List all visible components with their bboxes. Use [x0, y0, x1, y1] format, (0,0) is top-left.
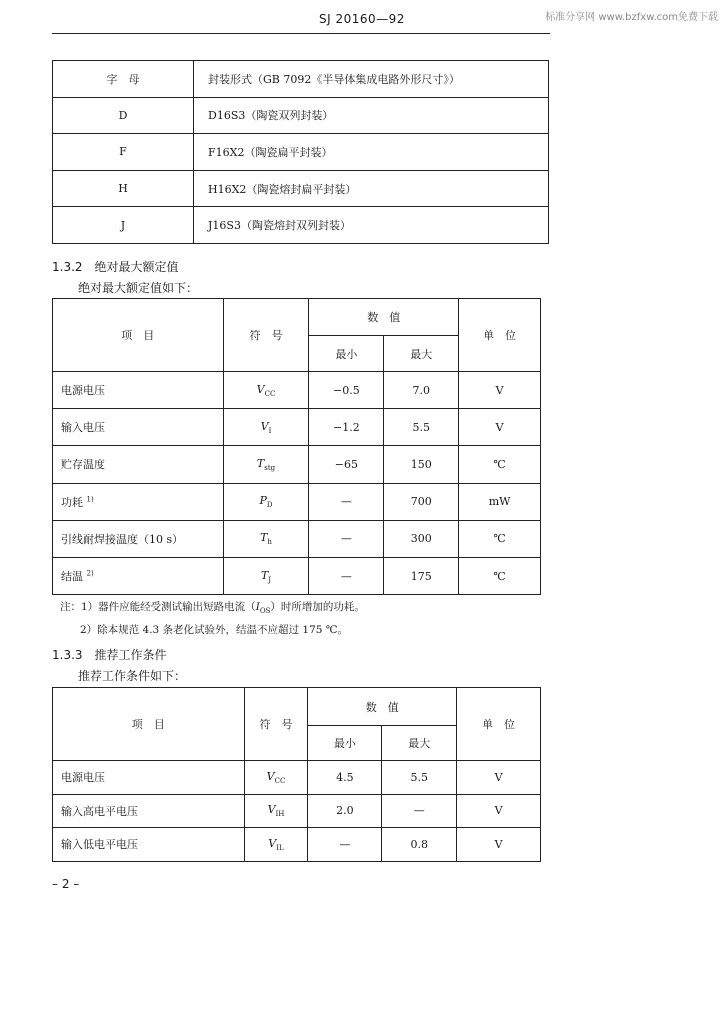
item-label: 输入电压	[61, 421, 105, 435]
header-symbol: 符 号	[223, 299, 309, 372]
min-cell: 4.5	[308, 761, 382, 795]
header-max: 最大	[384, 336, 459, 372]
header-package: 封装形式（GB 7092《半导体集成电路外形尺寸》）	[194, 61, 549, 98]
letter-cell: H	[53, 170, 194, 207]
symbol-letter: P	[259, 494, 267, 508]
note-1-subscript: OS	[259, 607, 271, 615]
symbol-letter: V	[256, 382, 265, 396]
min-cell: —	[309, 520, 384, 557]
section-intro-132: 绝对最大额定值如下：	[78, 281, 199, 295]
min-cell: 2.0	[308, 794, 382, 828]
max-cell: 0.8	[382, 828, 457, 862]
table-header-row	[53, 688, 541, 726]
item-cell	[53, 761, 245, 795]
watermark: 标准分享网 www.bzfxw.com免费下载	[545, 12, 718, 23]
header-item: 项 目	[53, 688, 245, 761]
header-unit: 单 位	[457, 688, 541, 761]
table-row	[53, 207, 549, 244]
table-row	[53, 828, 541, 862]
symbol-letter: V	[266, 769, 275, 783]
min-cell: −65	[309, 446, 384, 483]
symbol-subscript: stg	[264, 463, 276, 472]
max-cell: 5.5	[384, 409, 459, 446]
header-value: 数 值	[308, 688, 457, 726]
table-row	[53, 372, 541, 409]
symbol-cell	[244, 794, 308, 828]
item-cell	[53, 409, 224, 446]
section-intro-133: 推荐工作条件如下：	[78, 669, 187, 683]
table-row	[53, 520, 541, 557]
page-number: – 2 –	[52, 877, 80, 891]
symbol-letter: V	[260, 419, 269, 433]
symbol-subscript: J	[268, 575, 272, 584]
package-cell: H16X2（陶瓷熔封扁平封装）	[194, 170, 549, 207]
table-row	[53, 134, 549, 171]
package-cell: F16X2（陶瓷扁平封装）	[194, 134, 549, 171]
package-cell: J16S3（陶瓷熔封双列封装）	[194, 207, 549, 244]
unit-cell: ℃	[459, 446, 541, 483]
header-value: 数 值	[309, 299, 459, 336]
max-cell: 700	[384, 483, 459, 520]
unit-cell: ℃	[459, 520, 541, 557]
unit-cell: V	[459, 409, 541, 446]
header-item: 项 目	[53, 299, 224, 372]
standard-number: SJ 20160—92	[319, 12, 405, 26]
min-cell: −1.2	[309, 409, 384, 446]
symbol-cell	[223, 520, 309, 557]
note-1-pre: 注：1）器件应能经受测试输出短路电流（	[60, 601, 256, 613]
symbol-cell	[223, 483, 309, 520]
recommended-conditions-table	[52, 687, 541, 862]
item-label: 贮存温度	[61, 458, 105, 472]
max-cell: 300	[384, 520, 459, 557]
note-1-symbol: I	[255, 601, 260, 613]
letter-cell: F	[53, 134, 194, 171]
table-header-row	[53, 299, 541, 336]
header-min: 最小	[309, 336, 384, 372]
table-row	[53, 170, 549, 207]
table-row	[53, 483, 541, 520]
symbol-subscript: IH	[275, 810, 285, 819]
letter-cell: D	[53, 97, 194, 134]
header-rule	[52, 33, 550, 34]
table-row	[53, 446, 541, 483]
symbol-cell	[223, 557, 309, 594]
max-cell: 150	[384, 446, 459, 483]
symbol-cell	[244, 828, 308, 862]
footnote-mark: 2)	[86, 569, 94, 578]
table-row	[53, 97, 549, 134]
item-label: 功耗	[61, 495, 83, 509]
symbol-letter: V	[267, 803, 276, 817]
table-row	[53, 761, 541, 795]
note-1-post: ）时所增加的功耗。	[270, 601, 365, 613]
min-cell: —	[308, 828, 382, 862]
unit-cell: V	[459, 372, 541, 409]
table-header-row	[53, 61, 549, 98]
max-cell: 7.0	[384, 372, 459, 409]
header-letter: 字 母	[53, 61, 194, 98]
unit-cell: V	[457, 761, 541, 795]
item-cell	[53, 828, 245, 862]
symbol-subscript: CC	[274, 776, 286, 785]
header-unit: 单 位	[459, 299, 541, 372]
package-cell: D16S3（陶瓷双列封装）	[194, 97, 549, 134]
item-cell	[53, 520, 224, 557]
max-cell: 5.5	[382, 761, 457, 795]
item-cell	[53, 794, 245, 828]
item-label: 结温	[61, 570, 83, 584]
min-cell: —	[309, 483, 384, 520]
min-cell: —	[309, 557, 384, 594]
note-2: 2）除本规范 4.3 条老化试验外，结温不应超过 175 ℃。	[80, 624, 349, 636]
min-cell: −0.5	[309, 372, 384, 409]
table-row	[53, 557, 541, 594]
item-label: 电源电压	[61, 771, 105, 785]
symbol-subscript: h	[267, 538, 272, 547]
footnote-mark: 1)	[86, 495, 94, 503]
symbol-letter: V	[268, 836, 277, 850]
section-heading-133: 1.3.3 推荐工作条件	[52, 648, 167, 662]
header-min: 最小	[308, 726, 382, 761]
symbol-subscript: D	[266, 501, 273, 510]
item-cell	[53, 483, 224, 520]
symbol-letter: T	[256, 456, 265, 470]
unit-cell: V	[457, 828, 541, 862]
symbol-cell	[244, 761, 308, 795]
item-cell	[53, 557, 224, 594]
header-symbol: 符 号	[244, 688, 308, 761]
item-label: 电源电压	[61, 384, 105, 398]
unit-cell: V	[457, 794, 541, 828]
unit-cell: mW	[459, 483, 541, 520]
item-cell	[53, 446, 224, 483]
item-label: 输入高电平电压	[61, 804, 138, 818]
letter-cell: J	[53, 207, 194, 244]
item-label: 引线耐焊接温度（10 s）	[61, 532, 184, 546]
section-heading-132: 1.3.2 绝对最大额定值	[52, 260, 179, 274]
note-1	[60, 599, 365, 615]
max-cell: —	[382, 794, 457, 828]
symbol-subscript: CC	[264, 389, 276, 398]
symbol-cell	[223, 409, 309, 446]
symbol-letter: T	[260, 568, 269, 582]
table-row	[53, 409, 541, 446]
symbol-letter: T	[260, 531, 268, 545]
symbol-cell	[223, 446, 309, 483]
item-cell	[53, 372, 224, 409]
table-row	[53, 794, 541, 828]
symbol-cell	[223, 372, 309, 409]
symbol-subscript: I	[268, 426, 272, 435]
item-label: 输入低电平电压	[61, 838, 138, 852]
package-table	[52, 60, 549, 244]
unit-cell: ℃	[459, 557, 541, 594]
max-cell: 175	[384, 557, 459, 594]
absolute-max-ratings-table	[52, 298, 541, 595]
header-max: 最大	[382, 726, 457, 761]
symbol-subscript: IL	[276, 843, 284, 852]
